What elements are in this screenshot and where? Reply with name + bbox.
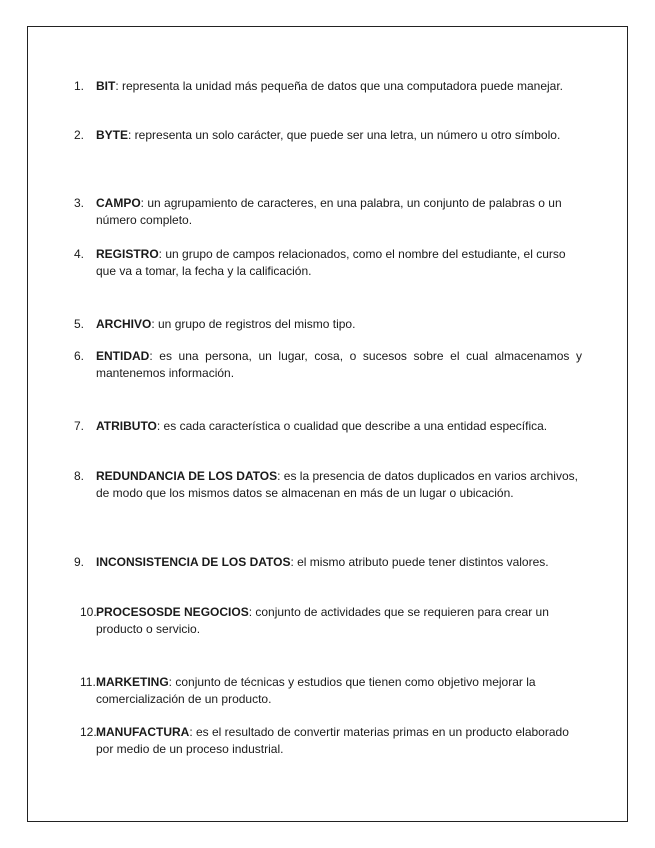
item-definition: : representa la unidad más pequeña de datos que una computadora puede manejar. — [115, 79, 563, 93]
item-number: 2. — [74, 128, 85, 142]
item-term: MARKETING — [96, 675, 169, 689]
item-definition: : el mismo atributo puede tener distintos valores. — [290, 555, 549, 569]
item-term: CAMPO — [96, 196, 141, 210]
list-item-archivo — [74, 316, 582, 333]
item-number: 8. — [74, 469, 85, 483]
item-definition: : un grupo de campos relacionados, como el nombre del estudiante, el curso que va a tomar, la fecha y la calificación. — [96, 247, 566, 278]
list-item-bit — [74, 78, 582, 95]
list-item-atributo — [74, 418, 582, 435]
item-definition: : un grupo de registros del mismo tipo. — [151, 317, 356, 331]
item-number: 10. — [80, 605, 97, 619]
item-definition: : es cada característica o cualidad que describe a una entidad específica. — [156, 419, 548, 433]
list-item-manufactura — [80, 724, 582, 757]
item-term: ARCHIVO — [96, 317, 152, 331]
item-number: 4. — [74, 247, 85, 261]
item-number: 1. — [74, 79, 85, 93]
item-definition: : conjunto de técnicas y estudios que tienen como objetivo mejorar la comercialización de un producto. — [96, 675, 536, 706]
list-item-procesos — [80, 604, 582, 637]
list-item-byte — [74, 127, 582, 144]
list-item-campo — [74, 195, 582, 228]
item-term: ENTIDAD — [96, 349, 150, 363]
item-definition: : es el resultado de convertir materias primas en un producto elaborado por medio de un proceso industrial. — [96, 725, 569, 756]
item-term: INCONSISTENCIA DE LOS DATOS — [96, 555, 291, 569]
list-item-registro — [74, 246, 582, 279]
item-term: REGISTRO — [96, 247, 159, 261]
item-term: ATRIBUTO — [96, 419, 157, 433]
item-number: 11. — [80, 675, 96, 689]
item-term: PROCESOSDE NEGOCIOS — [96, 605, 249, 619]
item-definition: : es la presencia de datos duplicados en varios archivos, de modo que los mismos datos se almacenan en más de un lugar o ubicación. — [96, 469, 578, 500]
item-term: MANUFACTURA — [96, 725, 190, 739]
item-definition: : es una persona, un lugar, cosa, o sucesos sobre el cual almacenamos y mantenemos información. — [96, 349, 582, 380]
item-number: 9. — [74, 555, 85, 569]
list-item-entidad — [74, 348, 582, 381]
item-term: BYTE — [96, 128, 129, 142]
item-number: 6. — [74, 349, 85, 363]
item-definition: : un agrupamiento de caracteres, en una palabra, un conjunto de palabras o un número completo. — [96, 196, 562, 227]
item-definition: : representa un solo carácter, que puede ser una letra, un número u otro símbolo. — [128, 128, 561, 142]
list-item-marketing — [80, 674, 582, 707]
item-number: 3. — [74, 196, 85, 210]
item-term: BIT — [96, 79, 116, 93]
item-number: 12. — [80, 725, 97, 739]
list-item-redundancia — [74, 468, 582, 501]
item-number: 7. — [74, 419, 85, 433]
item-number: 5. — [74, 317, 85, 331]
item-definition: : conjunto de actividades que se requieren para crear un producto o servicio. — [96, 605, 549, 636]
item-term: REDUNDANCIA DE LOS DATOS — [96, 469, 278, 483]
list-item-inconsistencia — [74, 554, 582, 571]
